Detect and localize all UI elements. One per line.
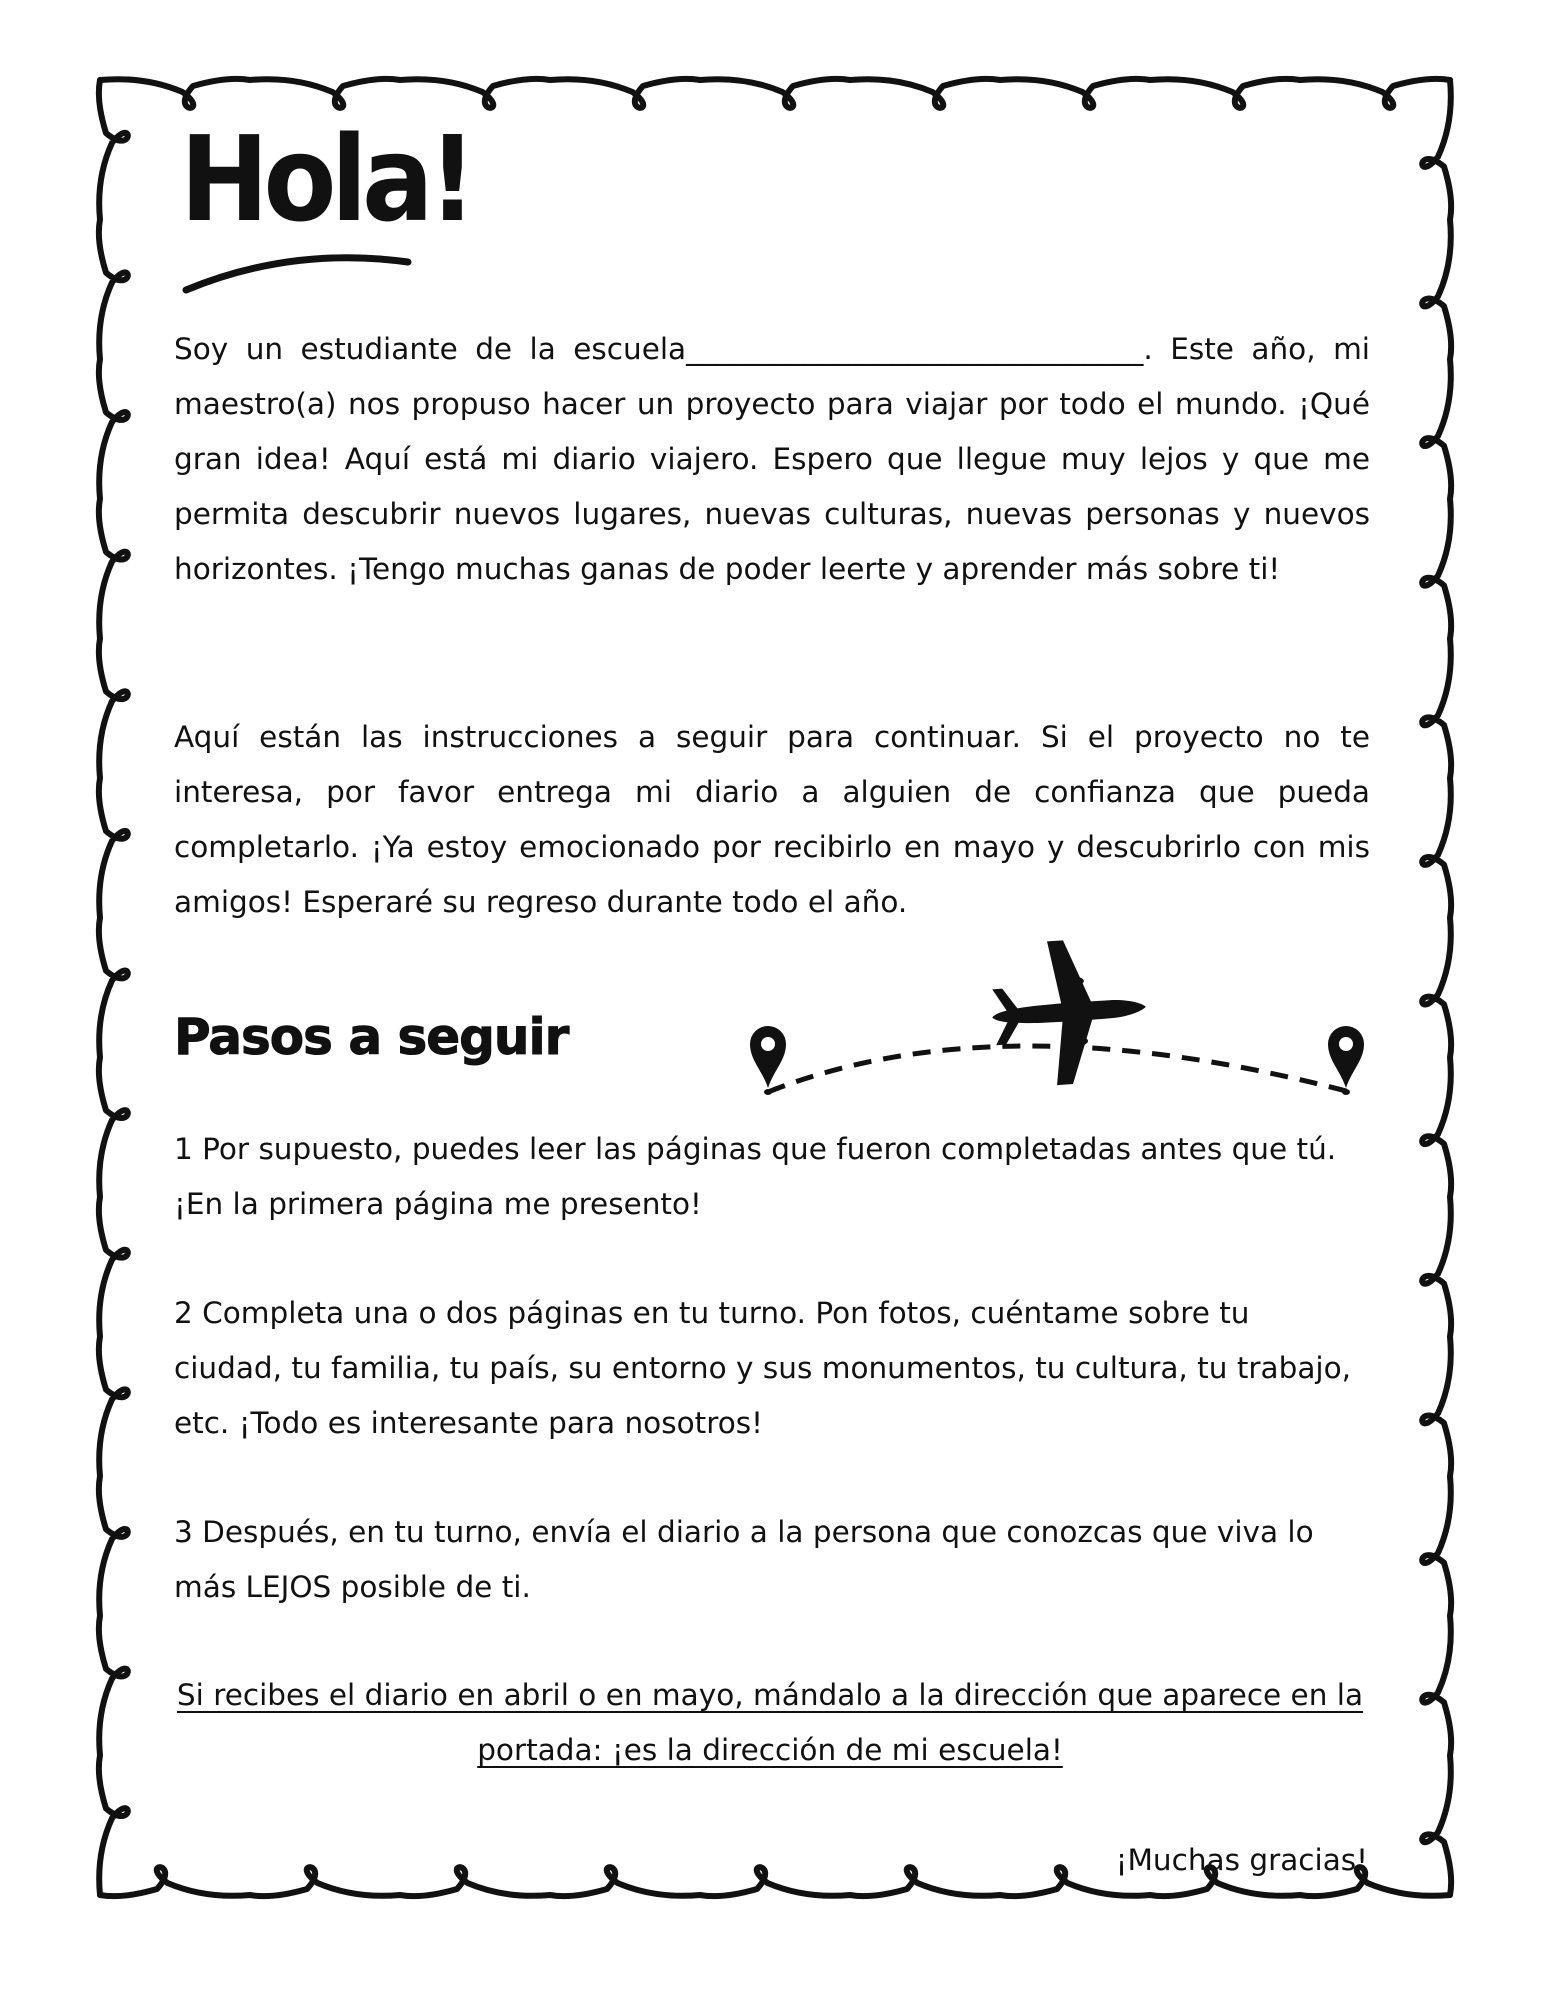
page-title: Hola! — [180, 110, 472, 248]
step-2: 2 Completa una o dos páginas en tu turno. Pon fotos, cuéntame sobre tu ciudad, tu familia, tu país, su entorno y sus monumentos, tu cultura, tu trabajo, etc. ¡Todo es interesante para nosotros! — [174, 1296, 1352, 1440]
intro-paragraph: Soy un estudiante de la escuela_______________________________. Este año, mi maestro(a) nos propuso hacer un proyecto para viajar por todo el mundo. ¡Qué gran idea! Aquí está mi diario viajero. Espero que llegue muy lejos y que me permita descubrir nuevos lugares, nuevas culturas, nuevas personas y nuevos horizontes. ¡Tengo muchas ganas de poder leerte y aprender más sobre ti! — [174, 332, 1370, 586]
instructions-paragraph: Aquí están las instrucciones a seguir para continuar. Si el proyecto no te interesa, por favor entrega mi diario a alguien de confianza que pueda completarlo. ¡Ya estoy emocionado por recibirlo en mayo y descubrirlo con mis amigos! Esperaré su regreso durante todo el año. — [174, 720, 1370, 919]
location-pin-icon — [1328, 1026, 1364, 1095]
title-underline-swoosh — [182, 248, 422, 298]
airplane-icon — [987, 940, 1151, 1089]
steps-heading: Pasos a seguir — [174, 1008, 569, 1066]
step-1: 1 Por supuesto, puedes leer las páginas que fueron completadas antes que tú. ¡En la primera página me presento! — [174, 1132, 1337, 1221]
step-3: 3 Después, en tu turno, envía el diario a la persona que conozcas que viva lo más LEJOS posible de ti. — [174, 1515, 1314, 1604]
travel-route-illustration — [740, 940, 1380, 1110]
thanks-signoff: ¡Muchas gracias! — [1115, 1843, 1368, 1877]
return-address-note: Si recibes el diario en abril o en mayo, mándalo a la dirección que aparece en la portada: ¡es la dirección de mi escuela! — [176, 1678, 1364, 1767]
